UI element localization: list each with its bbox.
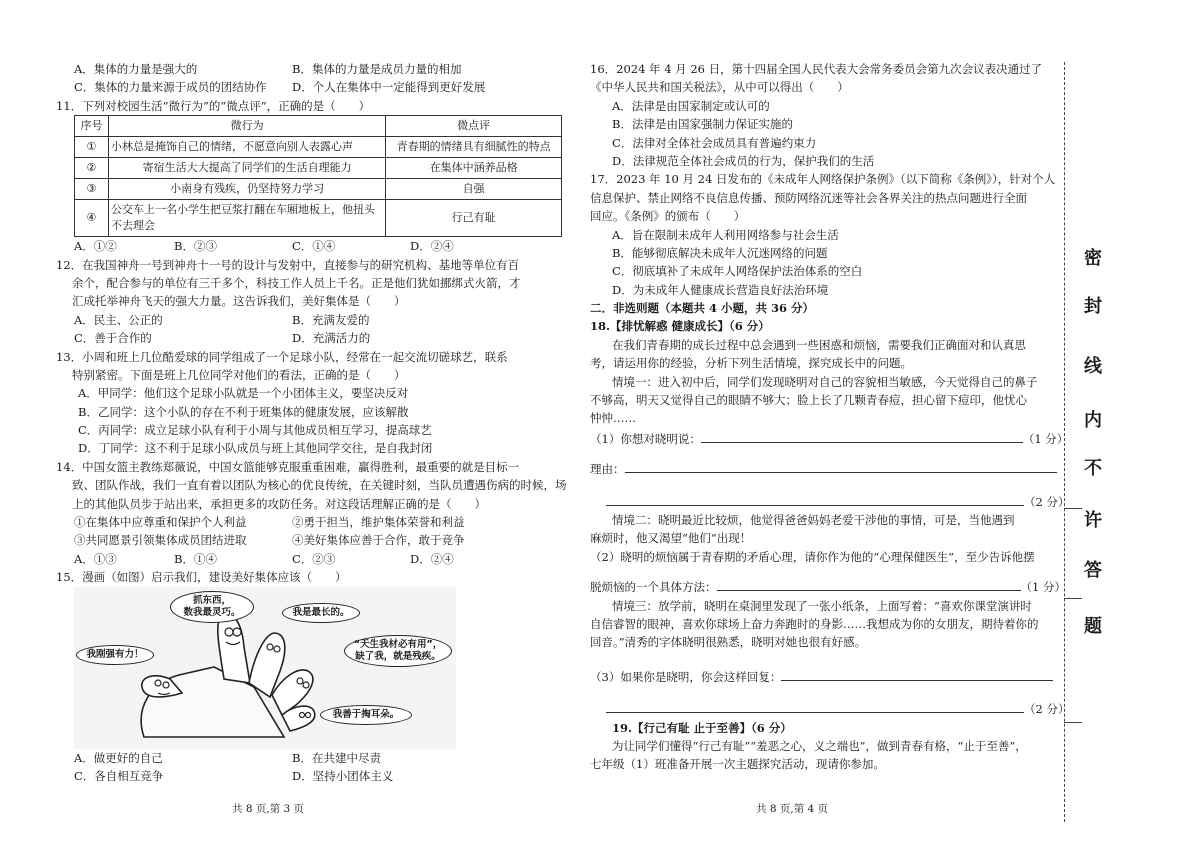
q18-part1b-points: （2 分） xyxy=(1024,494,1070,509)
q14-item: ①在集体中应尊重和保护个人利益 xyxy=(74,515,247,530)
q15-option-c: C．各自相互竞争 xyxy=(74,768,164,783)
q18-part3 xyxy=(590,668,1070,686)
q13-option-d: D．丁同学：这不利于足球小队成员与班上其他同学交往，是自我封闭 xyxy=(78,441,433,456)
seal-char: 密 xyxy=(1084,248,1102,269)
q11-row-num: ① xyxy=(75,137,109,158)
seal-tick xyxy=(1064,598,1082,599)
left-column xyxy=(56,60,570,785)
q14-items-row-2 xyxy=(56,531,570,549)
q18-reason-answer-line[interactable] xyxy=(625,460,1057,473)
q18-part1-prompt: （1）你想对晓明说： xyxy=(590,431,701,446)
q16-line: 《中华人民共和国关税法》，从中可以得出（ ） xyxy=(590,80,849,95)
q14-items-row-1 xyxy=(56,513,570,531)
q16-option-a: A．法律是由国家制定或认可的 xyxy=(612,98,770,113)
q18-part1-points: （1 分） xyxy=(1022,431,1069,446)
seal-char: 许 xyxy=(1084,510,1102,531)
q14-item: ③共同愿景引领集体成员团结进取 xyxy=(74,533,247,548)
q18-scenario2-line: 情境二：晓明最近比较烦，他觉得爸爸妈妈老爱干涉他的事情，可是，当他遇到 xyxy=(612,512,1015,527)
q11-row-num: ② xyxy=(75,158,109,179)
q18-part3-prompt: （3）如果你是晓明，你会这样回复： xyxy=(590,669,782,684)
q11-header-num: 序号 xyxy=(75,116,109,137)
q10-option-c: C．集体的力量来源于成员的团结协作 xyxy=(74,80,267,95)
q14-options xyxy=(56,550,570,568)
q18-reason-continued xyxy=(590,493,1070,511)
q11-row-comment: 自强 xyxy=(386,179,562,200)
q18-part1 xyxy=(590,430,1070,448)
seal-char: 线 xyxy=(1084,356,1102,377)
q13-line: 特别紧密。下面是班上几位同学对他们的看法，正确的是（ ） xyxy=(72,367,406,382)
q15-options-row-1 xyxy=(56,749,570,767)
q18-part2-prompt-2: 脱烦恼的一个具体方法： xyxy=(590,580,717,595)
q17-option-a: A．旨在限制未成年人利用网络参与社会生活 xyxy=(612,227,839,242)
q13-line: 13．小周和班上几位酷爱球的同学组成了一个足球小队，经常在一起交流切磋球艺，联系 xyxy=(56,349,508,364)
q18-scenario1-line: 不够高，明天又觉得自己的眼睛不够大；脸上长了几颗青春痘，担心留下痘印，他忧心 xyxy=(590,393,1027,408)
q18-title: 18.【排忧解惑 健康成长】（6 分） xyxy=(590,319,770,334)
section-2-heading: 二．非选则题（本题共 4 小题，共 36 分） xyxy=(590,301,815,316)
bubble-little-finger: 我善于掏耳朵。 xyxy=(320,705,412,725)
q11-row-num: ③ xyxy=(75,179,109,200)
q17-option-b: B．能够彻底解决未成年人沉迷网络的问题 xyxy=(612,245,828,260)
seal-tick xyxy=(1064,722,1082,723)
q15-cartoon xyxy=(74,587,456,749)
q17-line: 回应。《条例》的颁布（ ） xyxy=(590,209,746,224)
q18-part2 xyxy=(590,578,1070,596)
q19-line: 七年级（1）班准备开展一次主题探究活动，现请你参加。 xyxy=(590,757,885,772)
q14-option-d: D．②④ xyxy=(410,551,454,566)
q12-option-c: C．善于合作的 xyxy=(74,331,152,346)
q18-part3-answer-line[interactable] xyxy=(781,668,1053,681)
table-row xyxy=(75,137,562,158)
q12-line: 12．在我国神舟一号到神舟十一号的设计与发射中，直接参与的研究机构、基地等单位有百 xyxy=(56,257,520,272)
seal-char: 答 xyxy=(1084,560,1102,581)
q18-scenario2-line: 麻烦时，他又渴望“他们“出现！ xyxy=(590,531,752,546)
q11-header-behavior: 微行为 xyxy=(108,116,385,137)
q11-row-comment: 在集体中涵养品格 xyxy=(386,158,562,179)
q14-line: 14．中国女篮主教练郑薇说，中国女篮能够克服重重困难，赢得胜利，最重要的就是目标一 xyxy=(56,459,520,474)
q11-option-c: C．①④ xyxy=(292,239,336,254)
q11-row-behavior: 寄宿生活大大提高了同学们的生活自理能力 xyxy=(108,158,385,179)
seal-char: 内 xyxy=(1084,410,1102,431)
q18-reason-prompt: 理由： xyxy=(590,462,625,477)
q14-option-a: A．①③ xyxy=(74,551,117,566)
q14-item: ②勇于担当，维护集体荣誉和利益 xyxy=(292,515,465,530)
q18-part2-points: （1 分） xyxy=(1020,580,1066,595)
q10-option-a: A．集体的力量是强大的 xyxy=(74,62,198,76)
right-column xyxy=(590,60,1070,774)
q15-stem: 15．漫画（如图）启示我们，建设美好集体应该（ ） xyxy=(56,570,347,585)
q11-row-behavior: 小南身有残疾，仍坚持努力学习 xyxy=(108,179,385,200)
bubble-middle-finger: 我是最长的。 xyxy=(282,603,360,623)
bubble-index-finger: 抓东西， 数我最灵巧。 xyxy=(170,591,254,623)
table-row xyxy=(75,200,562,237)
q11-option-b: B．②③ xyxy=(174,239,217,254)
q10-option-d: D．个人在集体中一定能得到更好发展 xyxy=(292,80,486,95)
q10-options-row-2 xyxy=(56,78,570,96)
q15-option-d: D．坚持小团体主义 xyxy=(292,768,394,783)
q18-intro-line: 考，请运用你的经验，分析下列生活情境，探究成长中的问题。 xyxy=(590,356,912,371)
seal-char: 不 xyxy=(1084,458,1102,479)
q17-option-d: D．为未成年人健康成长营造良好法治环境 xyxy=(612,282,829,297)
q13-option-a: A．甲同学：他们这个足球小队就是一个小团体主义，要坚决反对 xyxy=(78,386,409,401)
seal-char: 封 xyxy=(1084,296,1102,317)
table-row xyxy=(75,179,562,200)
seal-dashed-line xyxy=(1064,62,1065,822)
q11-table xyxy=(74,115,562,237)
page-number-left: 共 8 页,第 3 页 xyxy=(232,803,305,815)
q17-line: 信息保护、禁止网络不良信息传播、预防网络沉迷等社会各界关注的热点问题进行全面 xyxy=(590,190,1027,205)
q18-intro-line: 在我们青春期的成长过程中总会遇到一些困惑和烦恼，需要我们正确面对和认真思 xyxy=(612,337,1026,352)
q12-line: 余个，配合参与的单位有三千多个，科技工作人员上千名。正是他们犹如挪绑式火箭，才 xyxy=(72,275,521,290)
q18-scenario3-line: 回音。”清秀的字体晓明很熟悉，晓明对她也很有好感。 xyxy=(590,635,867,650)
seal-tick xyxy=(1064,508,1082,509)
q18-part3-continued xyxy=(590,700,1070,718)
q18-part3-points: （2 分） xyxy=(1024,702,1070,717)
q11-option-d: D．②④ xyxy=(410,239,454,254)
q11-stem: 11．下列对校园生活“微行为”的“微点评”，正确的是（ ） xyxy=(56,98,371,113)
seal-char: 题 xyxy=(1084,616,1102,637)
q15-options-row-2 xyxy=(56,767,570,785)
q14-item: ④美好集体应善于合作，敢于竞争 xyxy=(292,533,465,548)
q15-option-a: A．做更好的自己 xyxy=(74,750,163,765)
q12-options-row-2 xyxy=(56,329,570,347)
q14-option-c: C．②③ xyxy=(292,551,336,566)
q16-line: 16．2024 年 4 月 26 日，第十四届全国人民代表大会常务委员会第九次会议表决通过了 xyxy=(590,62,1043,76)
q14-option-b: B．①④ xyxy=(174,551,217,566)
q18-scenario3-line: 情境三：放学前，晓明在桌洞里发现了一张小纸条，上面写着：“喜欢你课堂演讲时 xyxy=(612,598,1032,613)
q14-line: 上的其他队员步于站出来，承担更多的攻防任务。对这段话理解正确的是（ ） xyxy=(72,496,486,511)
table-row xyxy=(75,158,562,179)
q12-options-row-1 xyxy=(56,311,570,329)
q18-scenario1-line: 忡忡…… xyxy=(590,411,636,426)
q18-part3-answer-line-2[interactable] xyxy=(606,700,1024,713)
q16-option-b: B．法律是由国家强制力保证实施的 xyxy=(612,117,793,132)
q10-option-b: B．集体的力量是成员力量的相加 xyxy=(292,62,462,76)
q17-option-c: C．彻底填补了未成年人网络保护法治体系的空白 xyxy=(612,264,863,279)
q12-option-b: B．充满友爱的 xyxy=(292,312,370,327)
q11-row-comment: 行己有耻 xyxy=(386,200,562,237)
q18-reason xyxy=(590,460,1070,478)
q18-scenario3-line: 自信睿智的眼神，喜欢你球场上奋力奔跑时的身影……我想成为你的女朋友，期待着你的 xyxy=(590,616,1039,631)
bubble-thumb: 我刚强有力！ xyxy=(76,645,154,665)
q17-line: 17．2023 年 10 月 24 日发布的《未成年人网络保护条例》（以下简称《条例》），针对个人 xyxy=(590,172,1056,187)
q15-option-b: B．在共建中尽责 xyxy=(292,750,381,765)
q12-option-a: A．民主、公正的 xyxy=(74,312,163,327)
q11-options xyxy=(56,237,570,255)
q14-line: 致、团队作战，我们一直有着以团队为核心的优良传统，在关键时刻，当队员遭遇伤病的时候，场 xyxy=(72,478,567,493)
q12-option-d: D．充满活力的 xyxy=(292,331,371,346)
q11-row-behavior: 小林总是掩饰自己的情绪，不愿意向别人表露心声 xyxy=(108,137,385,158)
hand-illustration xyxy=(74,587,456,749)
q19-title: 19.【行己有耻 止于至善】（6 分） xyxy=(612,720,792,735)
q18-part2-answer-line[interactable] xyxy=(717,578,1021,591)
q16-option-d: D．法律规范全体社会成员的行为，保护我们的生活 xyxy=(612,153,875,168)
q10-options-row-1 xyxy=(56,60,570,78)
q11-row-behavior: 公交车上一名小学生把豆浆打翻在车厢地板上，他扭头不去理会 xyxy=(108,200,385,237)
q11-row-num: ④ xyxy=(75,200,109,237)
q13-option-c: C．丙同学：成立足球小队有利于小周与其他成员相互学习，提高球艺 xyxy=(78,423,432,438)
q16-option-c: C．法律对全体社会成员具有普遍约束力 xyxy=(612,135,817,150)
bubble-ring-finger: “天生我材必有用”， 缺了我，就是残疾。 xyxy=(344,635,452,667)
page-number-right: 共 8 页,第 4 页 xyxy=(756,803,829,815)
q12-line: 汇成托举神舟飞天的强大力量。这告诉我们，美好集体是（ ） xyxy=(72,294,406,309)
q19-line: 为让同学们懂得“行己有耻”“羞恶之心，义之端也”，做到青春有格，“止于至善”， xyxy=(612,738,1027,753)
q18-scenario1-line: 情境一：进入初中后，同学们发现晓明对自己的容貌相当敏感，今天觉得自己的鼻子 xyxy=(612,374,1038,389)
q18-reason-answer-line-2[interactable] xyxy=(606,493,1024,506)
q11-row-comment: 青春期的情绪具有细腻性的特点 xyxy=(386,137,562,158)
q11-option-a: A．①② xyxy=(74,239,117,254)
q13-option-b: B．乙同学：这个小队的存在不利于班集体的健康发展，应该解散 xyxy=(78,404,409,419)
q11-header-comment: 微点评 xyxy=(386,116,562,137)
q18-part1-answer-line[interactable] xyxy=(701,430,1023,443)
q18-part2-prompt: （2）晓明的烦恼属于青春期的矛盾心理，请你作为他的“心理保健医生”，至少告诉他摆 xyxy=(590,549,1035,564)
